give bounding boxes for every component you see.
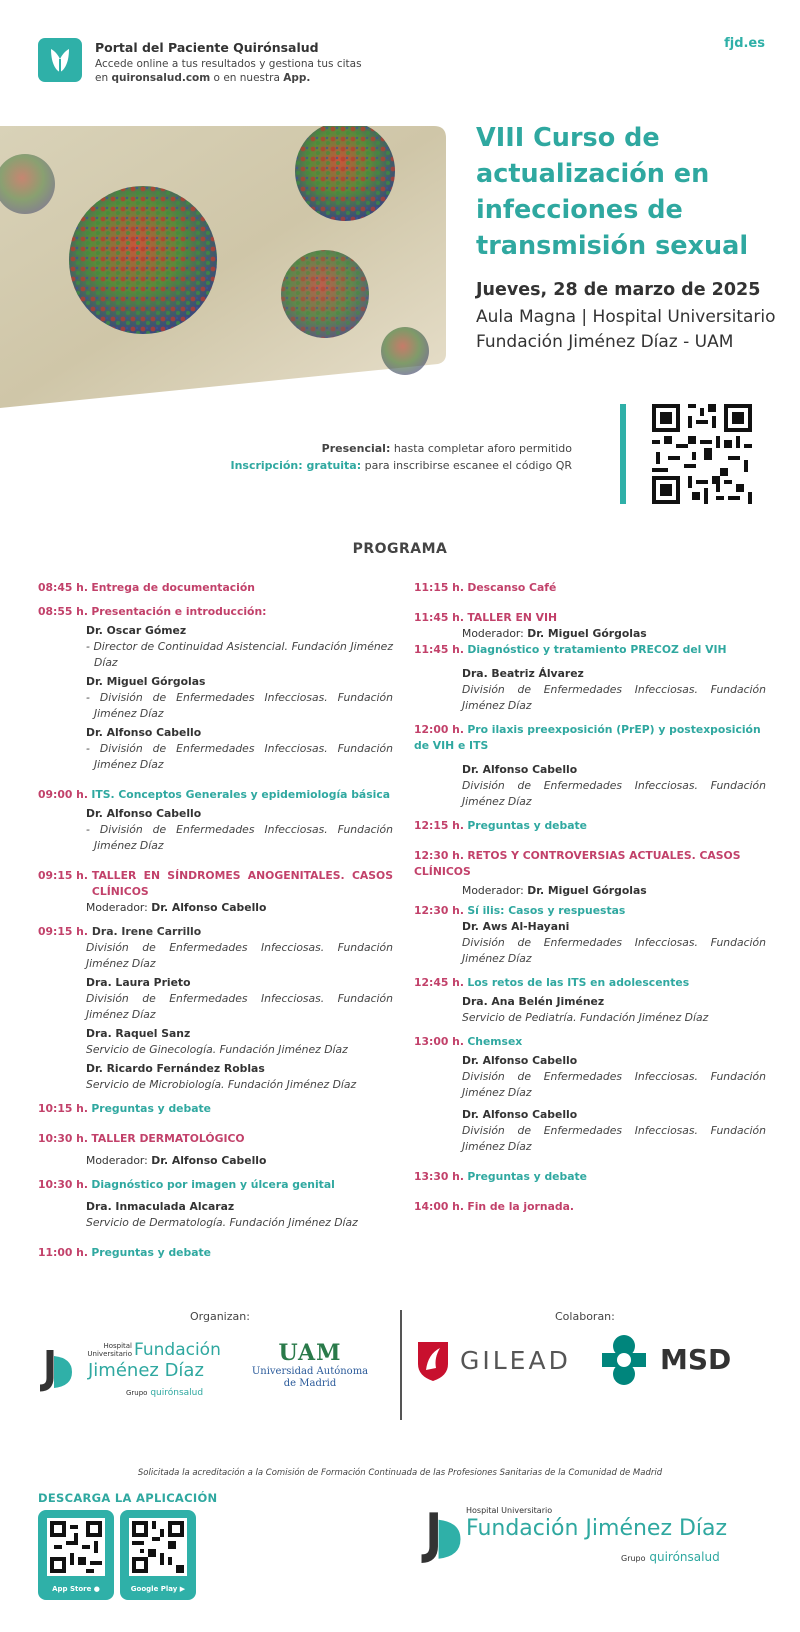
virus-hero-image xyxy=(0,126,446,408)
program-item: 12:30 h. Sí ilis: Casos y respuestas Dr. Aws Al-Hayani División de Enfermedades Infecciosas. Fundación Jiménez Díaz xyxy=(414,904,766,965)
program-heading: PROGRAMA xyxy=(352,541,448,557)
program-item: 12:45 h. Los retos de las ITS en adolescentes Dra. Ana Belén Jiménez Servicio de Pediatría. Fundación Jiménez Díaz xyxy=(414,975,766,1026)
google-play-qr-code[interactable] xyxy=(129,1518,187,1576)
divider-bar xyxy=(620,404,626,504)
gilead-logo: GILEAD xyxy=(416,1338,576,1388)
program-item: 08:45 h. Entrega de documentación xyxy=(38,581,255,594)
program-item: 12:00 h. Pro ilaxis preexposición (PrEP) y postexposición de VIH e ITS Dr. Alfonso Cabello División de Enfermedades Infecciosas. Fundación Jiménez Díaz xyxy=(414,723,766,808)
program-item: 11:00 h. Preguntas y debate xyxy=(38,1246,212,1259)
accreditation-note: Solicitada la acreditación a la Comisión de Formación Continuada de las Profesiones Sanitarias de la Comunidad de Madrid xyxy=(137,1468,663,1478)
speaker-name: Dr. Ricardo Fernández Roblas xyxy=(86,1062,265,1075)
site-link[interactable]: fjd.es xyxy=(724,36,765,51)
collaborators-label: Colaboran: xyxy=(555,1310,615,1323)
speaker-name: Dra. Ana Belén Jiménez xyxy=(462,995,605,1008)
program-item: 10:30 h. TALLER DERMATOLÓGICO Moderador: Dr. Alfonso Cabello xyxy=(38,1131,393,1169)
speaker-affiliation: Servicio de Microbiología. Fundación Jiménez Díaz xyxy=(86,1078,357,1091)
registration-info: Presencial: hasta completar aforo permitido Inscripción: gratuita: para inscribirse escanee el código QR xyxy=(230,442,572,472)
speaker-name: Dr. Alfonso Cabello xyxy=(86,807,202,820)
speaker-name: Dr. Alfonso Cabello xyxy=(462,1108,578,1121)
event-title: VIII Curso de actualización en infecciones de transmisión sexual xyxy=(476,123,749,261)
moderator: Moderador: Dr. Miguel Górgolas xyxy=(462,627,647,640)
program-column-right xyxy=(414,580,766,1223)
speaker-name: Dra. Irene Carrillo xyxy=(91,925,202,938)
speaker-affiliation: División de Enfermedades Infecciosas. Fundación Jiménez Díaz xyxy=(462,779,766,808)
speaker-affiliation: - División de Enfermedades Infecciosas. Fundación Jiménez Díaz xyxy=(86,691,393,720)
uam-logo: UAM Universidad Autónoma de Madrid xyxy=(251,1340,369,1389)
portal-title: Portal del Paciente Quirónsalud xyxy=(95,40,319,55)
speaker-affiliation: - Director de Continuidad Asistencial. Fundación Jiménez Díaz xyxy=(86,640,393,669)
gilead-shield-icon xyxy=(416,1340,450,1382)
program-item: 09:15 h. Dra. Irene Carrillo División de Enfermedades Infecciosas. Fundación Jiménez Díaz Dra. Laura Prieto División de Enfermedades Infecciosas. Fundación Jiménez Díaz Dra. Raquel Sanz Servicio de Ginecología. Fundación Jiménez Díaz Dr. Ricardo Fernández Roblas Servicio de Microbiología. Fundación Jiménez Díaz xyxy=(38,925,393,1091)
speaker-name: Dr. Alfonso Cabello xyxy=(86,726,202,739)
program-column-left xyxy=(38,580,393,1269)
speaker-affiliation: Servicio de Pediatría. Fundación Jiménez Díaz xyxy=(462,1011,709,1024)
speaker-affiliation: - División de Enfermedades Infecciosas. Fundación Jiménez Díaz xyxy=(86,823,393,852)
event-date: Jueves, 28 de marzo de 2025 xyxy=(476,280,761,300)
program-item: 09:15 h. TALLER EN SÍNDROMES ANOGENITALES. CASOS CLÍNICOS Moderador: Dr. Alfonso Cabello xyxy=(38,869,393,914)
program-item: 13:30 h. Preguntas y debate xyxy=(414,1170,588,1183)
speaker-affiliation: División de Enfermedades Infecciosas. Fundación Jiménez Díaz xyxy=(462,936,766,965)
program-item: 10:15 h. Preguntas y debate xyxy=(38,1102,212,1115)
moderator: Moderador: Dr. Alfonso Cabello xyxy=(86,901,267,914)
speaker-name: Dra. Inmaculada Alcaraz xyxy=(86,1200,235,1213)
fjd-mark-icon xyxy=(416,1510,466,1566)
speaker-affiliation: División de Enfermedades Infecciosas. Fundación Jiménez Díaz xyxy=(86,992,393,1021)
portal-subtitle: Accede online a tus resultados y gestiona tus citas en quironsalud.com o en nuestra App. xyxy=(95,58,362,84)
program-item: 11:45 h. Diagnóstico y tratamiento PRECOZ del VIH Dra. Beatriz Álvarez División de Enfermedades Infecciosas. Fundación Jiménez Díaz xyxy=(414,643,766,712)
speaker-affiliation: División de Enfermedades Infecciosas. Fundación Jiménez Díaz xyxy=(462,683,766,712)
fjd-mark-icon xyxy=(36,1348,76,1394)
speaker-affiliation: - División de Enfermedades Infecciosas. Fundación Jiménez Díaz xyxy=(86,742,393,771)
apple-icon: ● xyxy=(93,1585,100,1593)
event-venue: Aula Magna | Hospital Universitario Fundación Jiménez Díaz - UAM xyxy=(476,307,776,352)
speaker-name: Dra. Raquel Sanz xyxy=(86,1027,191,1040)
program-item: 12:30 h. RETOS Y CONTROVERSIAS ACTUALES. CASOS CLÍNICOS Moderador: Dr. Miguel Górgolas xyxy=(414,848,766,899)
speaker-affiliation: División de Enfermedades Infecciosas. Fundación Jiménez Díaz xyxy=(86,941,393,970)
moderator: Moderador: Dr. Alfonso Cabello xyxy=(86,1154,267,1167)
msd-mark-icon xyxy=(598,1334,650,1386)
moderator: Moderador: Dr. Miguel Górgolas xyxy=(462,884,647,897)
fjd-logo: Hospital Universitario Fundación Jiménez Díaz Grupo quirónsalud xyxy=(36,1338,236,1408)
speaker-affiliation: División de Enfermedades Infecciosas. Fundación Jiménez Díaz xyxy=(462,1070,766,1099)
speaker-name: Dr. Miguel Górgolas xyxy=(86,675,206,688)
program-item: 11:45 h. TALLER EN VIH Moderador: Dr. Miguel Górgolas xyxy=(414,610,766,642)
program-item: 11:15 h. Descanso Café xyxy=(414,581,557,594)
app-store-badge[interactable]: App Store ● xyxy=(38,1510,114,1600)
speaker-name: Dra. Laura Prieto xyxy=(86,976,191,989)
speaker-affiliation: División de Enfermedades Infecciosas. Fundación Jiménez Díaz xyxy=(462,1124,766,1153)
program-item: 12:15 h. Preguntas y debate xyxy=(414,819,588,832)
quironsalud-logo xyxy=(38,38,82,82)
play-icon: ▶ xyxy=(179,1585,186,1593)
speaker-name: Dra. Beatriz Álvarez xyxy=(462,667,584,680)
program-item: 08:55 h. Presentación e introducción: Dr. Oscar Gómez - Director de Continuidad Asistencial. Fundación Jiménez Díaz Dr. Miguel Górgolas - División de Enfermedades Infecciosas. Fundación Jiménez Díaz Dr. Alfonso Cabello - División de Enfermedades Infecciosas. Fundación Jiménez Díaz xyxy=(38,605,393,771)
speaker-affiliation: Servicio de Dermatología. Fundación Jiménez Díaz xyxy=(86,1216,358,1229)
footer-divider xyxy=(400,1310,402,1420)
speaker-name: Dr. Alfonso Cabello xyxy=(462,763,578,776)
portal-link[interactable]: quironsalud.com xyxy=(111,72,211,84)
msd-logo: MSD xyxy=(598,1334,758,1388)
speaker-name: Dr. Oscar Gómez xyxy=(86,624,187,637)
fjd-logo-large: Hospital Universitario Fundación Jiménez Díaz Grupo quirónsalud xyxy=(416,1502,766,1592)
program-item: 10:30 h. Diagnóstico por imagen y úlcera genital Dra. Inmaculada Alcaraz Servicio de Dermatología. Fundación Jiménez Díaz xyxy=(38,1177,393,1231)
program-item: 09:00 h. ITS. Conceptos Generales y epidemiología básica Dr. Alfonso Cabello - División de Enfermedades Infecciosas. Fundación Jiménez Díaz xyxy=(38,788,393,852)
speaker-name: Dr. Aws Al-Hayani xyxy=(462,920,570,933)
organizers-label: Organizan: xyxy=(190,1310,250,1323)
registration-qr-code[interactable] xyxy=(652,404,752,504)
google-play-badge[interactable]: Google Play ▶ xyxy=(120,1510,196,1600)
app-store-qr-code[interactable] xyxy=(47,1518,105,1576)
program-item: 13:00 h. Chemsex Dr. Alfonso Cabello División de Enfermedades Infecciosas. Fundación Jiménez Díaz Dr. Alfonso Cabello División de Enfermedades Infecciosas. Fundación Jiménez Díaz xyxy=(414,1035,766,1153)
program-item: 14:00 h. Fin de la jornada. xyxy=(414,1200,574,1213)
download-app-heading: DESCARGA LA APLICACIÓN xyxy=(38,1491,218,1505)
quironsalud-leaf-icon xyxy=(47,45,73,75)
speaker-affiliation: Servicio de Ginecología. Fundación Jiménez Díaz xyxy=(86,1043,348,1056)
speaker-name: Dr. Alfonso Cabello xyxy=(462,1054,578,1067)
